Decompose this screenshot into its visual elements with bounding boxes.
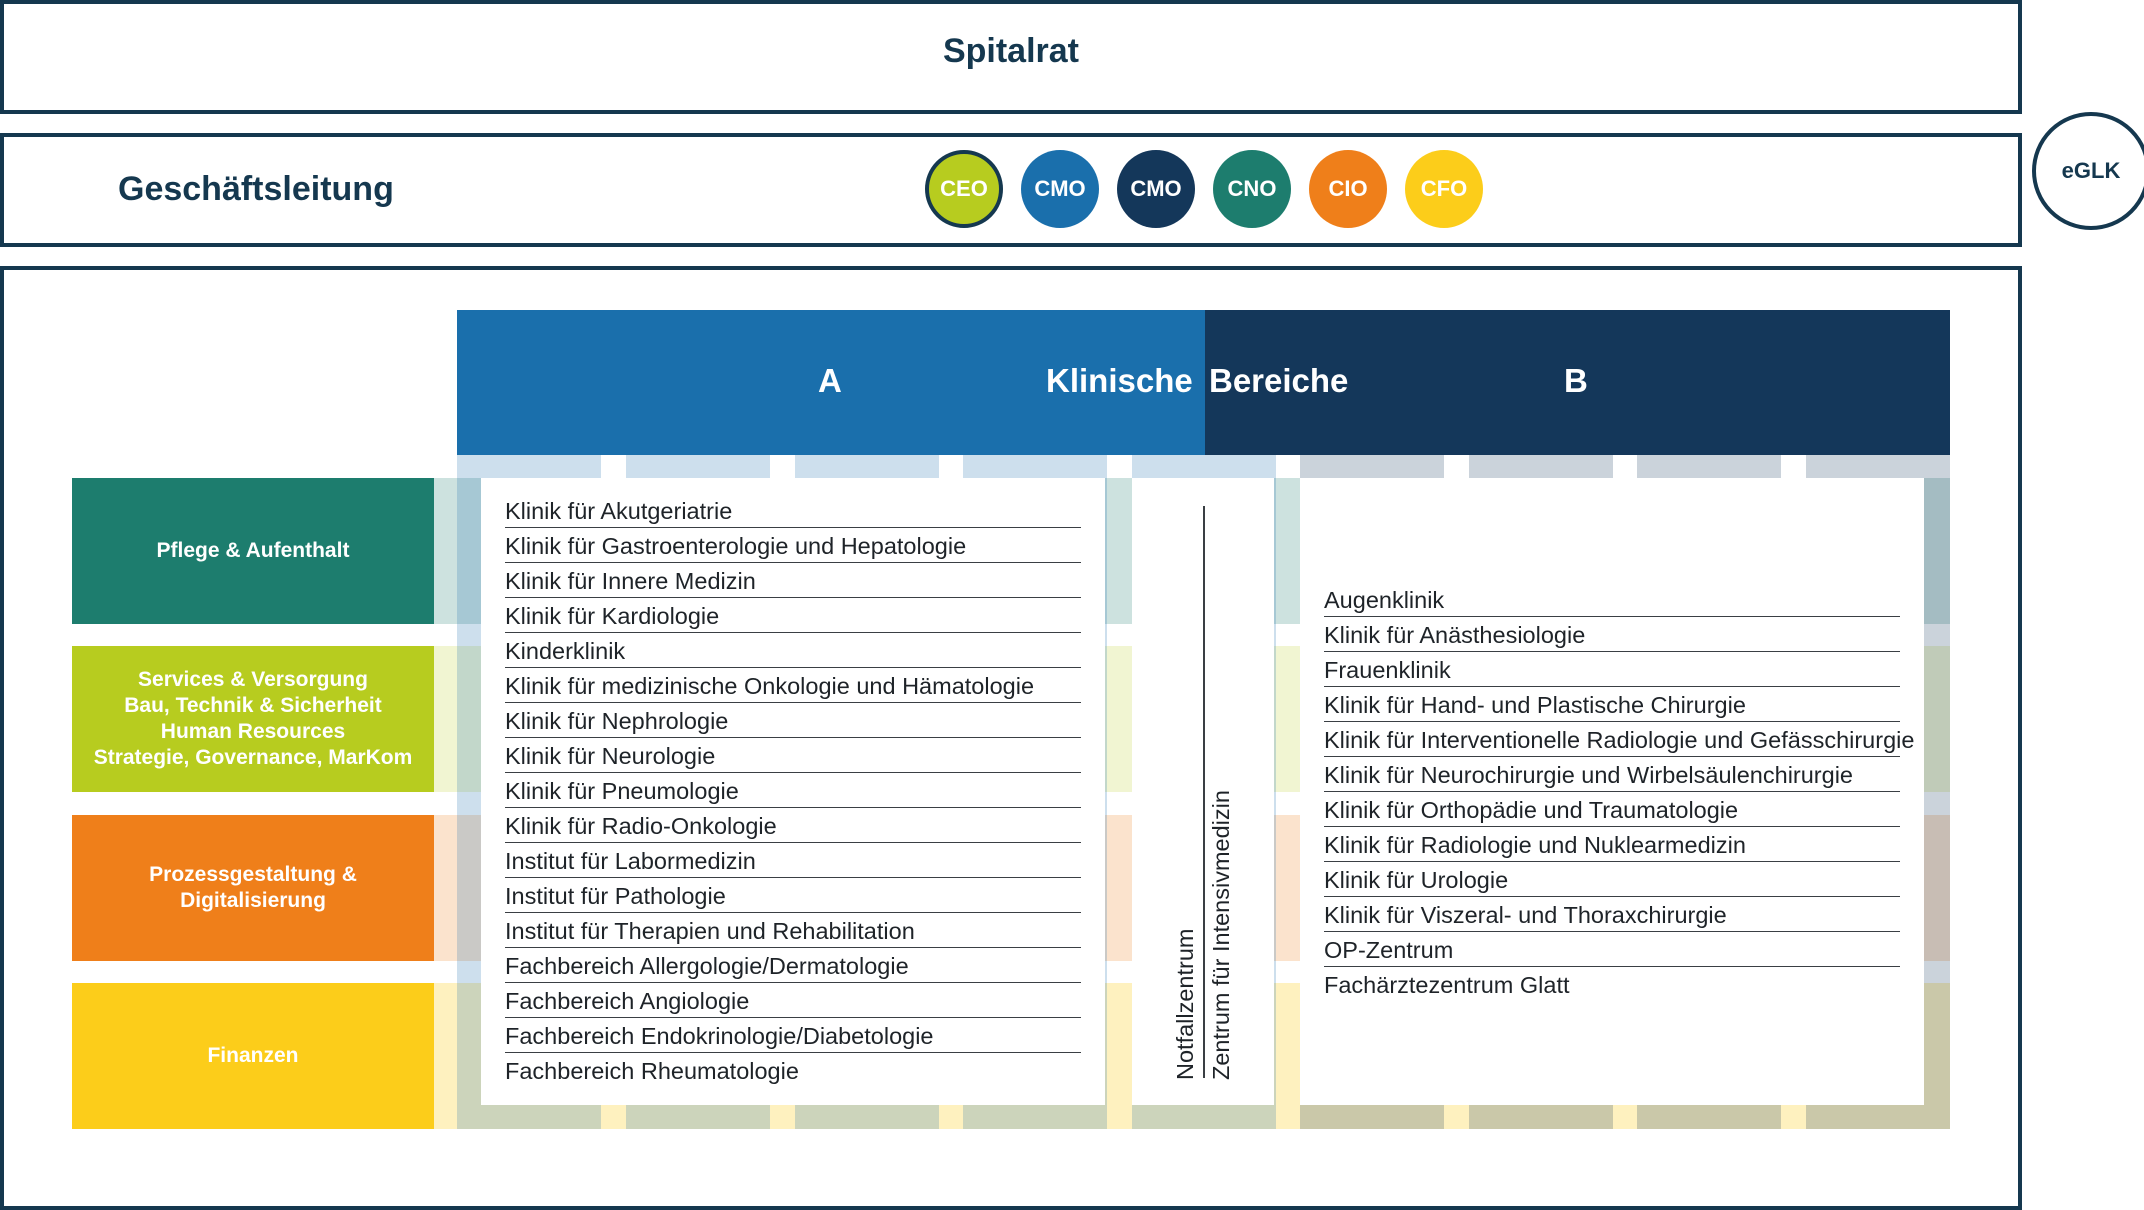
clinic-list-item: Frauenklinik: [1324, 653, 1900, 687]
department-box-0: [72, 478, 434, 624]
clinic-list-item: Klinik für Neurochirurgie und Wirbelsäulenchirurgie: [1324, 758, 1900, 792]
role-circle-cmo-2: CMO: [1117, 150, 1195, 228]
clinic-list-item: Klinik für medizinische Onkologie und Hämatologie: [505, 669, 1081, 703]
department-line: Bau, Technik & Sicherheit: [124, 694, 382, 717]
clinic-list-item: Kinderklinik: [505, 634, 1081, 668]
department-label: [94, 667, 413, 771]
department-label: [157, 538, 350, 564]
clinic-list-item: Klinik für Neurologie: [505, 739, 1081, 773]
clinic-list-item: Institut für Labormedizin: [505, 844, 1081, 878]
clinic-list-item: Klinik für Urologie: [1324, 863, 1900, 897]
role-circle-ceo-0: CEO: [925, 150, 1003, 228]
management-label: Geschäftsleitung: [118, 170, 394, 208]
clinic-list-item: OP-Zentrum: [1324, 933, 1900, 967]
clinic-list-item: Klinik für Hand- und Plastische Chirurgie: [1324, 688, 1900, 722]
role-circle-cio-4: CIO: [1309, 150, 1387, 228]
department-line: Strategie, Governance, MarKom: [93, 746, 413, 769]
clinic-list-item: Klinik für Orthopädie und Traumatologie: [1324, 793, 1900, 827]
center-right-label: Zentrum für Intensivmedizin: [1208, 790, 1234, 1080]
clinic-list-item: Fachbereich Rheumatologie: [505, 1058, 799, 1084]
role-circle-cfo-5: CFO: [1405, 150, 1483, 228]
eglk-circle: eGLK: [2032, 112, 2144, 230]
clinic-list-item: Klinik für Pneumologie: [505, 774, 1081, 808]
department-line: Finanzen: [207, 1044, 299, 1067]
clinic-list-item: Augenklinik: [1324, 583, 1900, 617]
spitalrat-box: [0, 0, 2022, 114]
department-line: Digitalisierung: [180, 889, 326, 912]
clinic-list-item: Klinik für Radiologie und Nuklearmedizin: [1324, 828, 1900, 862]
header-title-left: Klinische: [1046, 362, 1193, 399]
department-box-3: [72, 983, 434, 1129]
clinic-list-item: Klinik für Viszeral- und Thoraxchirurgie: [1324, 898, 1900, 932]
role-circle-cmo-1: CMO: [1021, 150, 1099, 228]
spitalrat-title: Spitalrat: [942, 32, 1080, 70]
center-left-label: Notfallzentrum: [1172, 928, 1198, 1080]
header-a-label: A: [818, 362, 842, 399]
clinic-list-item: Klinik für Gastroenterologie und Hepatologie: [505, 529, 1081, 563]
center-divider: [1203, 506, 1205, 1078]
department-line: Pflege & Aufenthalt: [156, 539, 350, 562]
department-label: [207, 1043, 298, 1069]
header-title-right: Bereiche: [1209, 362, 1349, 399]
clinic-list-item: Klinik für Radio-Onkologie: [505, 809, 1081, 843]
role-circle-cno-3: CNO: [1213, 150, 1291, 228]
clinic-list-item: Institut für Therapien und Rehabilitation: [505, 914, 1081, 948]
clinic-list-item: Klinik für Nephrologie: [505, 704, 1081, 738]
clinic-list-item: Fachbereich Allergologie/Dermatologie: [505, 949, 1081, 983]
clinic-list-item: Klinik für Interventionelle Radiologie und Gefässchirurgie: [1324, 723, 1900, 757]
clinic-list-item: Klinik für Akutgeriatrie: [505, 494, 1081, 528]
clinic-list-item: Fachärztezentrum Glatt: [1324, 972, 1570, 998]
department-label: [149, 862, 357, 914]
department-box-1: [72, 646, 434, 792]
clinic-list-item: Fachbereich Endokrinologie/Diabetologie: [505, 1019, 1081, 1053]
management-box: [0, 133, 2022, 247]
clinic-list-item: Klinik für Kardiologie: [505, 599, 1081, 633]
department-line: Prozessgestaltung &: [149, 863, 357, 886]
header-b-label: B: [1564, 362, 1588, 399]
clinic-list-item: Institut für Pathologie: [505, 879, 1081, 913]
clinic-list-item: Fachbereich Angiologie: [505, 984, 1081, 1018]
clinic-list-item: Klinik für Anästhesiologie: [1324, 618, 1900, 652]
department-line: Services & Versorgung: [138, 668, 368, 691]
department-line: Human Resources: [160, 720, 346, 743]
department-box-2: [72, 815, 434, 961]
clinic-list-item: Klinik für Innere Medizin: [505, 564, 1081, 598]
